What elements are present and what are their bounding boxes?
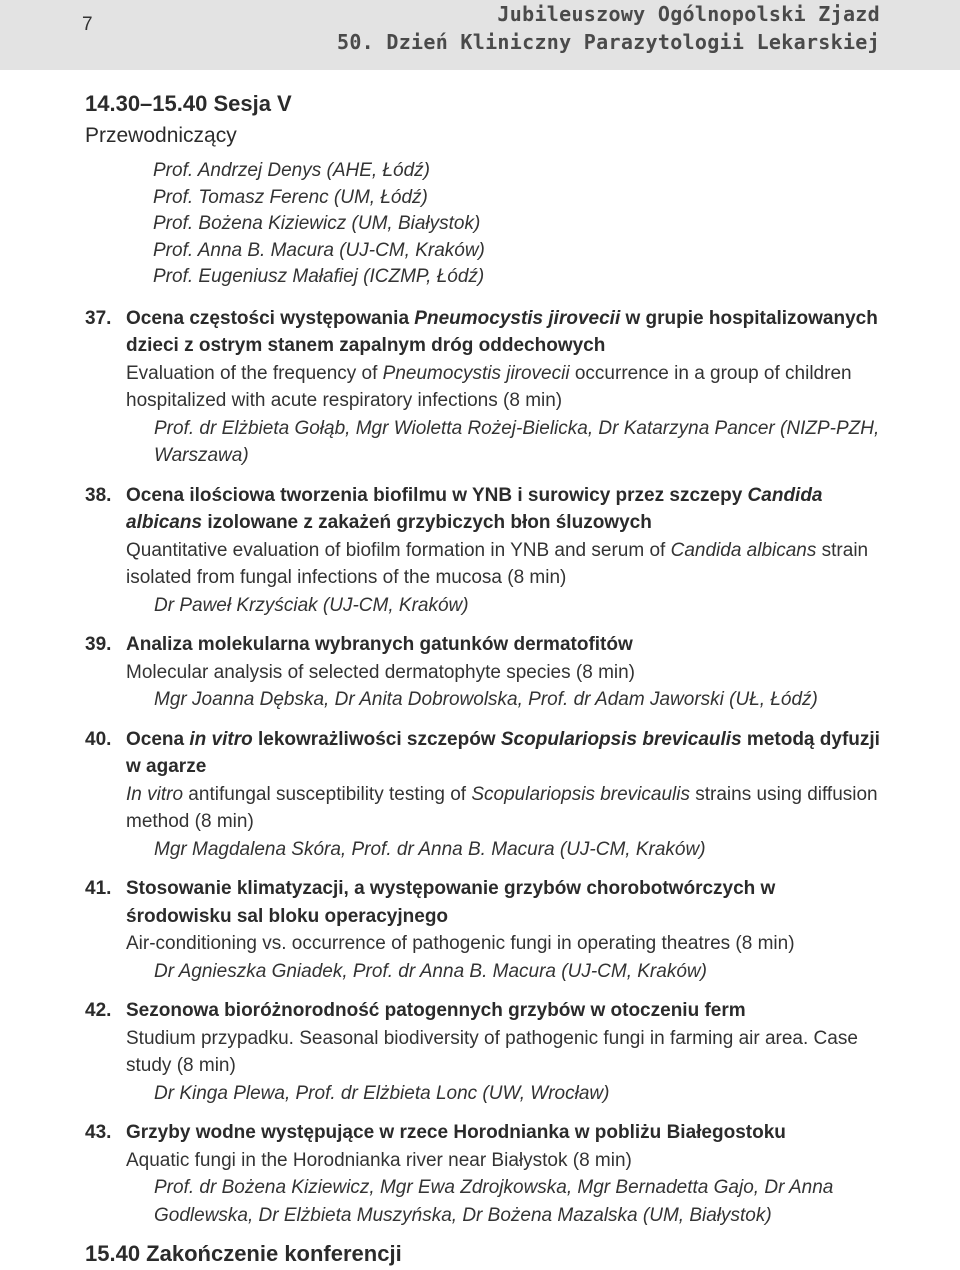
english-segment: antifungal susceptibility testing of <box>183 783 472 805</box>
english-segment: occurrence in a group of children hospitalized with acute respiratory infections (8 min) <box>126 362 852 411</box>
chair-item: Prof. Andrzej Denys (AHE, Łódź) <box>153 160 431 181</box>
talk-english-title <box>126 360 885 415</box>
program-content <box>85 88 885 1241</box>
title-segment: Ocena częstości występowania <box>126 307 415 329</box>
english-segment-italic: In vitro <box>126 783 184 805</box>
talk-title <box>126 1119 885 1147</box>
talk-number: 43. <box>85 1122 112 1143</box>
talk-item <box>85 1119 885 1229</box>
talk-title <box>126 631 885 659</box>
english-segment-italic: Pneumocystis jirovecii <box>382 362 570 384</box>
closing-line: 15.40 Zakończenie konferencji <box>85 1241 402 1266</box>
talk-title <box>126 305 885 360</box>
talk-item <box>85 875 885 985</box>
title-segment: Stosowanie klimatyzacji, a występowanie grzybów chorobotwórczych w środowisku sal bloku operacyjnego <box>126 878 776 927</box>
talk-title <box>126 482 885 537</box>
talk-authors: Prof. dr Bożena Kiziewicz, Mgr Ewa Zdrojkowska, Mgr Bernadetta Gajo, Dr Anna Godlewska, Dr Elżbieta Muszyńska, Dr Bożena Mazalska (UM, Białystok) <box>154 1177 834 1226</box>
talk-authors: Prof. dr Elżbieta Gołąb, Mgr Wioletta Rożej-Bielicka, Dr Katarzyna Pancer (NIZP-PZH, Warszawa) <box>154 417 880 466</box>
talk-english-title <box>126 659 885 687</box>
english-segment: strains using diffusion method (8 min) <box>126 783 878 832</box>
title-segment-italic: in vitro <box>189 728 253 750</box>
chair-item: Prof. Tomasz Ferenc (UM, Łódź) <box>153 186 428 208</box>
english-segment: Aquatic fungi in the Horodnianka river near Białystok (8 min) <box>126 1149 632 1171</box>
title-segment: Ocena <box>126 728 190 750</box>
title-segment: w grupie hospitalizowanych dzieci z ostrym stanem zapalnym dróg oddechowych <box>126 307 878 356</box>
talk-item <box>85 305 885 470</box>
talk-title <box>126 726 885 781</box>
talk-number: 37. <box>85 307 112 329</box>
english-segment: Air-conditioning vs. occurrence of pathogenic fungi in operating theatres (8 min) <box>126 933 795 954</box>
title-segment: izolowane z zakażeń grzybiczych błon śluzowych <box>202 512 652 533</box>
talk-item <box>85 726 885 864</box>
talk-authors: Dr Agnieszka Gniadek, Prof. dr Anna B. Macura (UJ-CM, Kraków) <box>154 960 707 982</box>
title-segment: lekowrażliwości szczepów <box>252 728 501 750</box>
title-segment: metodą dyfuzji w agarze <box>126 728 880 777</box>
talk-title <box>126 875 885 930</box>
english-segment-italic: Candida albicans <box>670 539 817 561</box>
talk-authors: Dr Kinga Plewa, Prof. dr Elżbieta Lonc (UW, Wrocław) <box>154 1082 610 1104</box>
talk-number: 42. <box>85 1000 112 1021</box>
session-title: 14.30–15.40 Sesja V <box>85 91 292 116</box>
title-segment-italic: Pneumocystis jirovecii <box>414 307 621 329</box>
talk-number: 40. <box>85 728 112 750</box>
talk-authors: Dr Paweł Krzyściak (UJ-CM, Kraków) <box>154 594 469 616</box>
english-segment-italic: Scopulariopsis brevicaulis <box>471 783 690 805</box>
talk-english-title <box>126 1147 885 1175</box>
talk-item <box>85 631 885 714</box>
talk-authors: Mgr Magdalena Skóra, Prof. dr Anna B. Macura (UJ-CM, Kraków) <box>154 838 706 860</box>
english-segment: Evaluation of the frequency of <box>126 362 383 384</box>
talk-english-title <box>126 930 885 958</box>
title-segment: Grzyby wodne występujące w rzece Horodnianka w pobliżu Białegostoku <box>126 1122 786 1143</box>
talk-item <box>85 997 885 1107</box>
conference-title <box>337 0 880 56</box>
conference-title-line-1: Jubileuszowy Ogólnopolski Zjazd <box>497 2 880 26</box>
title-segment: Ocena ilościowa tworzenia biofilmu w YNB i surowicy przez szczepy <box>126 484 748 506</box>
title-segment: Analiza molekularna wybranych gatunków dermatofitów <box>126 634 633 655</box>
title-segment-italic: Candida albicans <box>126 484 823 533</box>
chair-list <box>153 158 885 291</box>
talk-title <box>126 997 885 1025</box>
chair-item: Prof. Anna B. Macura (UJ-CM, Kraków) <box>153 239 485 261</box>
page-header <box>0 0 960 70</box>
english-segment: Molecular analysis of selected dermatophyte species (8 min) <box>126 661 636 683</box>
title-segment-italic: Scopulariopsis brevicaulis <box>500 728 742 750</box>
english-segment: Studium przypadku. Seasonal biodiversity of pathogenic fungi in farming air area. Case study (8 min) <box>126 1027 858 1076</box>
chair-item: Prof. Bożena Kiziewicz (UM, Białystok) <box>153 213 481 234</box>
talk-english-title <box>126 537 885 592</box>
talk-item <box>85 482 885 620</box>
chair-label: Przewodniczący <box>85 124 237 147</box>
talk-number: 41. <box>85 878 112 899</box>
conference-title-line-2: 50. Dzień Kliniczny Parazytologii Lekarskiej <box>336 30 880 54</box>
english-segment: strain isolated from fungal infections of the mucosa (8 min) <box>126 539 869 588</box>
english-segment: Quantitative evaluation of biofilm formation in YNB and serum of <box>126 539 671 561</box>
talk-list <box>85 305 885 1230</box>
title-segment: Sezonowa bioróżnorodność patogennych grzybów w otoczeniu ferm <box>126 1000 746 1021</box>
talk-number: 38. <box>85 484 112 506</box>
page-number: 7 <box>82 14 93 35</box>
chair-item: Prof. Eugeniusz Małafiej (ICZMP, Łódź) <box>153 266 485 287</box>
talk-english-title <box>126 1025 885 1080</box>
talk-number: 39. <box>85 634 112 655</box>
talk-authors: Mgr Joanna Dębska, Dr Anita Dobrowolska, Prof. dr Adam Jaworski (UŁ, Łódź) <box>154 689 818 710</box>
talk-english-title <box>126 781 885 836</box>
